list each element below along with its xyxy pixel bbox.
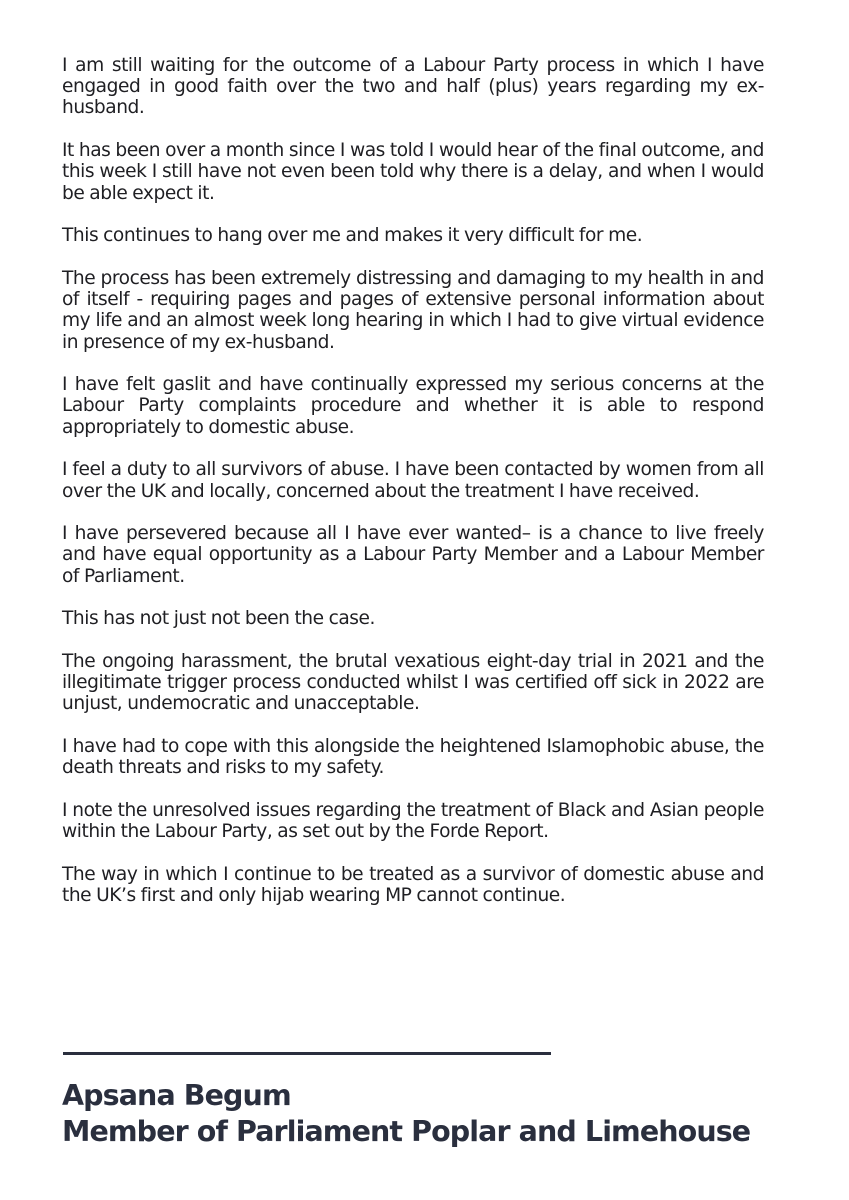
paragraph: The way in which I continue to be treated as a survivor of domestic abuse and the UK’s first and only hijab wearing MP cannot continue. [62, 863, 764, 907]
paragraph: It has been over a month since I was told I would hear of the final outcome, and this week I still have not even been told why there is a delay, and when I would be able expect it. [62, 140, 764, 204]
paragraph: I have felt gaslit and have continually expressed my serious concerns at the Labour Party complaints procedure and whether it is able to respond appropriately to domestic abuse. [62, 374, 764, 438]
signatory-name: Apsana Begum [62, 1079, 291, 1112]
paragraph: I note the unresolved issues regarding the treatment of Black and Asian people within the Labour Party, as set out by the Forde Report. [62, 800, 764, 843]
paragraph: The ongoing harassment, the brutal vexatious eight-day trial in 2021 and the illegitimate trigger process conducted whilst I was certified off sick in 2022 are unjust, undemocratic and unacceptable. [62, 651, 764, 715]
paragraph: I feel a duty to all survivors of abuse. I have been contacted by women from all over the UK and locally, concerned about the treatment I have received. [62, 459, 764, 502]
letter-body [62, 55, 764, 928]
signature-block [62, 1078, 750, 1150]
paragraph: This has not just not been the case. [62, 608, 375, 630]
paragraph: I have persevered because all I have ever wanted– is a chance to live freely and have equal opportunity as a Labour Party Member and a Labour Member of Parliament. [62, 523, 764, 587]
paragraph: I am still waiting for the outcome of a Labour Party process in which I have engaged in good faith over the two and half (plus) years regarding my ex-husband. [62, 55, 764, 119]
signature-divider [63, 1052, 551, 1055]
paragraph: The process has been extremely distressing and damaging to my health in and of itself - requiring pages and pages of extensive personal information about my life and an almost week long hearing in which I had to give virtual evidence in presence of my ex-husband. [62, 267, 764, 353]
paragraph: I have had to cope with this alongside the heightened Islamophobic abuse, the death threats and risks to my safety. [62, 736, 764, 779]
signatory-title: Member of Parliament Poplar and Limehouse [62, 1115, 751, 1148]
paragraph: This continues to hang over me and makes it very difficult for me. [62, 225, 643, 247]
